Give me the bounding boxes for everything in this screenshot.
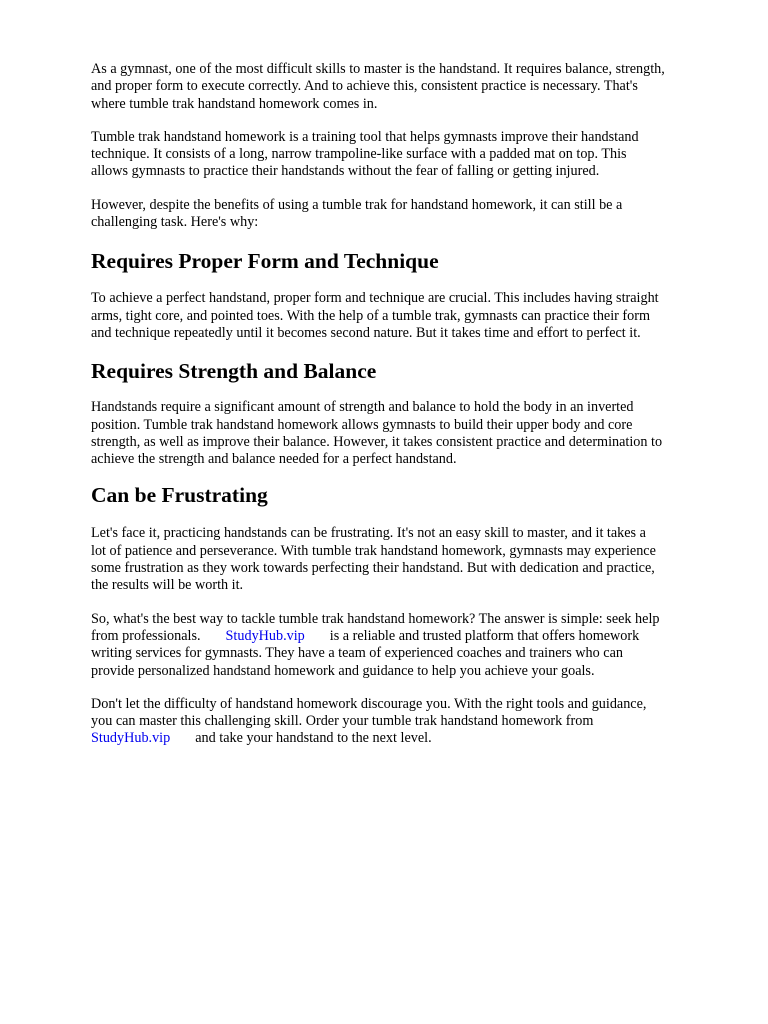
text-line: So, what's the best way to tackle tumble trak handstand homework? The answer is simple: seek help — [91, 610, 660, 627]
challenge-paragraph — [91, 197, 731, 232]
text-line: provide personalized handstand homework and guidance to help you achieve your goals. — [91, 662, 595, 679]
text-line: you can master this challenging skill. Order your tumble trak handstand homework from — [91, 713, 594, 730]
text-line: strength, as well as improve their balance. However, it takes consistent practice and determination to — [91, 433, 663, 450]
form-paragraph — [91, 290, 731, 342]
text-line: arms, tight core, and pointed toes. With the help of a tumble trak, gymnasts can practice their form — [91, 307, 651, 324]
description-paragraph — [91, 129, 731, 181]
text-line: position. Tumble trak handstand homework allows gymnasts to build their upper body and core — [91, 416, 633, 433]
text-line: To achieve a perfect handstand, proper form and technique are crucial. This includes having straight — [91, 290, 659, 307]
intro-paragraph — [91, 61, 731, 113]
text-line: Tumble trak handstand homework is a training tool that helps gymnasts improve their handstand — [91, 128, 639, 145]
text-segment: is a reliable and trusted platform that offers homework — [329, 627, 640, 644]
text-line: some frustration as they work towards perfecting their handstand. But with dedication and practice, — [91, 560, 655, 577]
text-line: where tumble trak handstand homework comes in. — [91, 95, 378, 112]
text-line: Handstands require a significant amount of strength and balance to hold the body in an inverted — [91, 399, 634, 416]
text-line: technique. It consists of a long, narrow trampoline-like surface with a padded mat on top. This — [91, 146, 627, 163]
text-line: achieve the strength and balance needed for a perfect handstand. — [91, 451, 457, 468]
text-line: As a gymnast, one of the most difficult skills to master is the handstand. It requires balance, strength, — [91, 61, 665, 77]
text-line: Let's face it, practicing handstands can be frustrating. It's not an easy skill to master, and it takes a — [91, 525, 646, 542]
frustration-paragraph — [91, 525, 731, 594]
text-line: the results will be worth it. — [91, 577, 244, 594]
section-heading-strength: Requires Strength and Balance — [91, 359, 377, 384]
text-line — [91, 628, 731, 645]
studyhub-link[interactable]: StudyHub.vip — [91, 730, 171, 747]
studyhub-link[interactable]: StudyHub.vip — [225, 627, 305, 644]
text-line: writing services for gymnasts. They have a team of experienced coaches and trainers who can — [91, 645, 623, 662]
text-line: and proper form to execute correctly. And to achieve this, consistent practice is necessary. That's — [91, 78, 638, 95]
text-segment: and take your handstand to the next level. — [195, 730, 432, 747]
text-segment: from professionals. — [91, 627, 201, 644]
text-line: challenging task. Here's why: — [91, 214, 259, 231]
closing-paragraph — [91, 696, 731, 748]
text-line: and technique repeatedly until it becomes second nature. But it takes time and effort to perfect it. — [91, 324, 641, 341]
recommendation-paragraph — [91, 611, 731, 680]
strength-paragraph — [91, 399, 731, 468]
section-heading-form: Requires Proper Form and Technique — [91, 249, 439, 274]
text-line: allows gymnasts to practice their handstands without the fear of falling or getting injured. — [91, 163, 600, 180]
text-line — [91, 730, 731, 747]
text-line: However, despite the benefits of using a tumble trak for handstand homework, it can still be a — [91, 196, 623, 213]
document-page — [91, 61, 731, 748]
text-line: Don't let the difficulty of handstand homework discourage you. With the right tools and guidance, — [91, 695, 647, 712]
section-heading-frustrating: Can be Frustrating — [91, 483, 268, 508]
text-line: lot of patience and perseverance. With tumble trak handstand homework, gymnasts may experience — [91, 542, 656, 559]
